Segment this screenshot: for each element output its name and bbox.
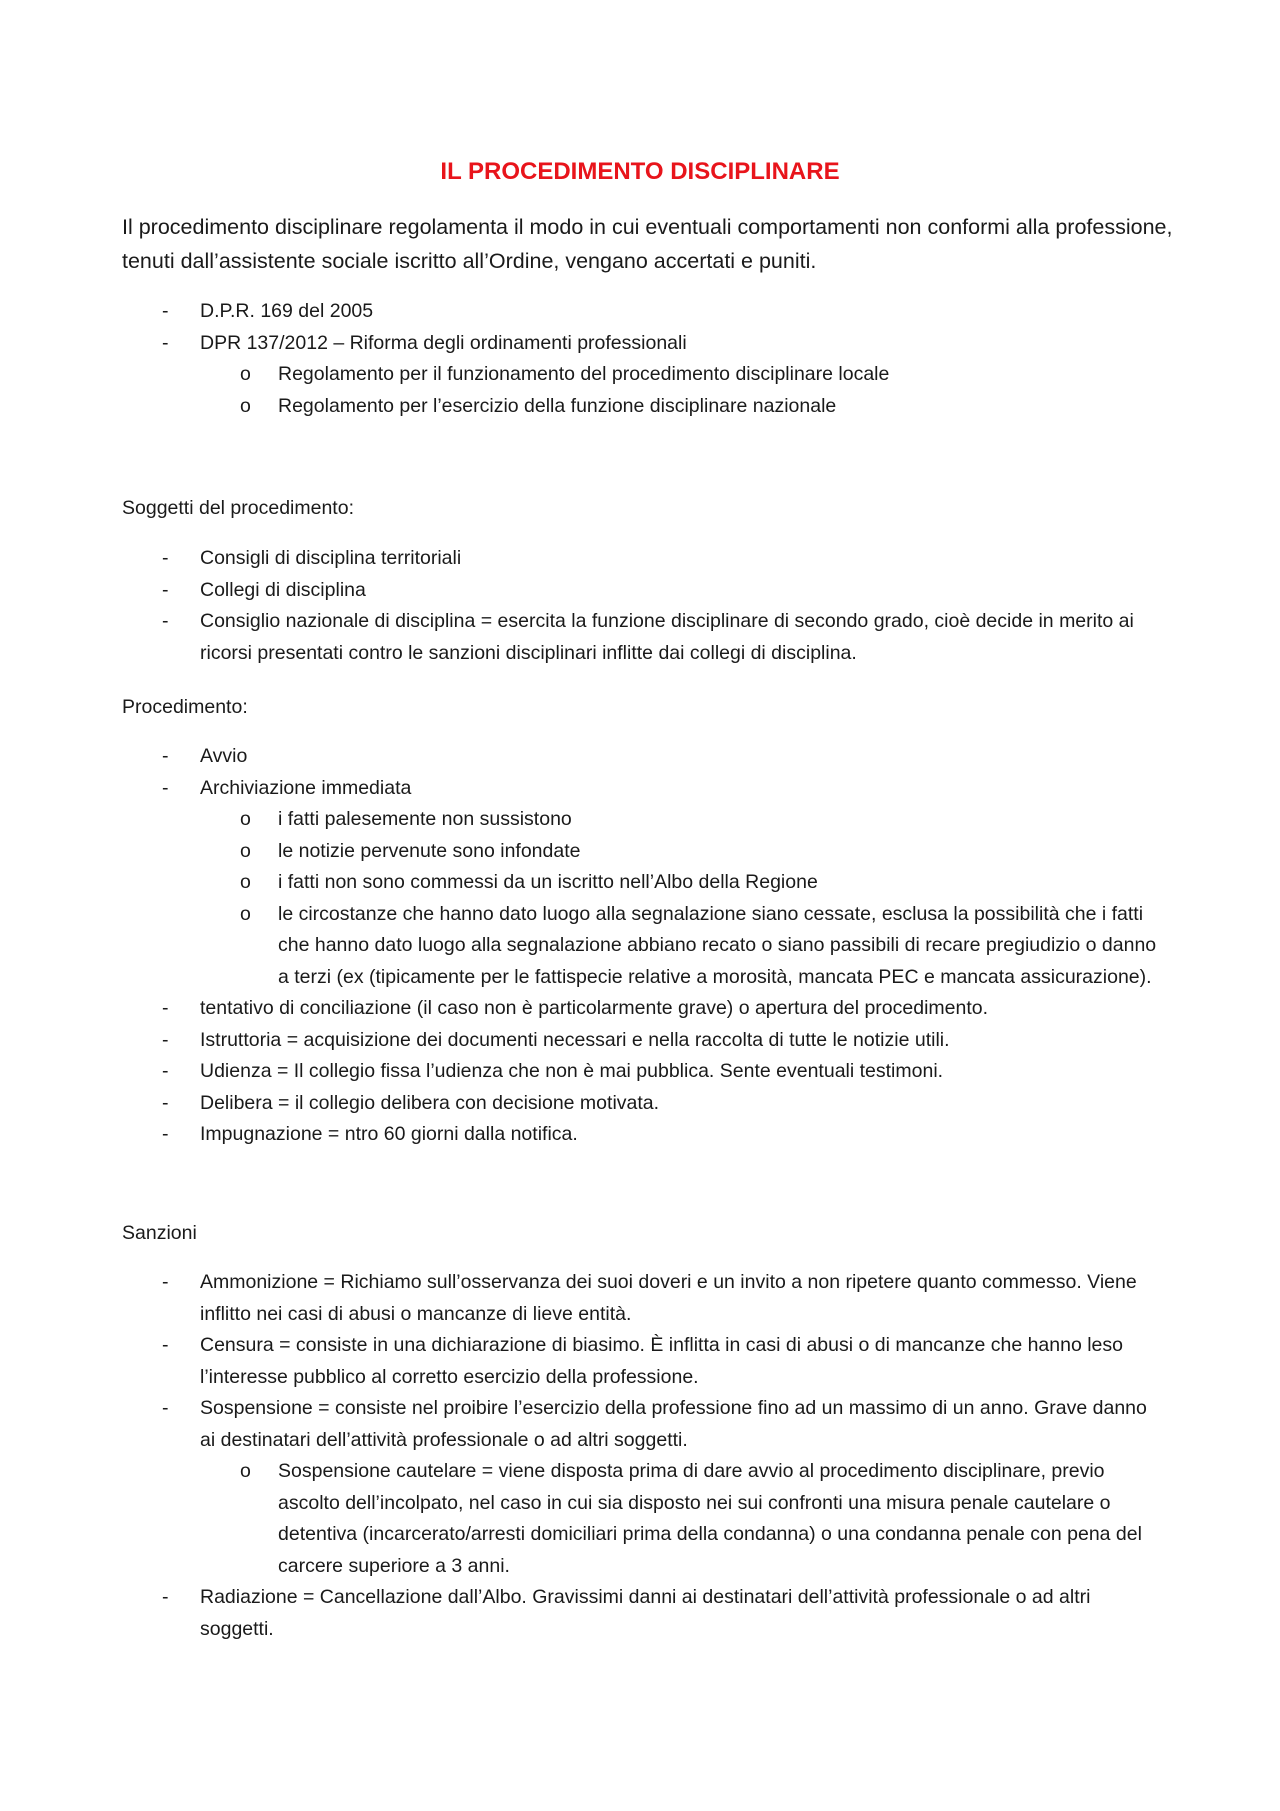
sub-list-item-text: i fatti non sono commessi da un iscritto nell’Albo della Regione xyxy=(278,871,818,893)
list-item-text: Udienza = Il collegio fissa l’udienza che non è mai pubblica. Sente eventuali testimoni. xyxy=(200,1060,944,1082)
sub-list-item xyxy=(0,836,1280,868)
circle-bullet: o xyxy=(240,394,251,417)
list-item xyxy=(0,741,1280,773)
list-item xyxy=(0,1393,1280,1456)
procedimento-list xyxy=(0,741,1280,1151)
list-item xyxy=(0,1330,1280,1393)
dash-bullet: - xyxy=(162,547,169,569)
soggetti-list xyxy=(0,543,1280,669)
list-item-text: Istruttoria = acquisizione dei documenti necessari e nella raccolta di tutte le notizie utili. xyxy=(200,1028,950,1051)
dash-bullet: - xyxy=(162,1091,169,1114)
dash-bullet: - xyxy=(162,1397,169,1419)
list-item-text: Censura = consiste in una dichiarazione di biasimo. È inflitta in casi di abusi o di mancanze che hanno leso l’interesse pubblico al corretto esercizio della professione. xyxy=(200,1334,1123,1388)
list-item xyxy=(0,1025,1280,1057)
sub-list-item-text: Regolamento per il funzionamento del procedimento disciplinare locale xyxy=(278,363,890,385)
circle-bullet: o xyxy=(240,1460,251,1482)
intro-paragraph: Il procedimento disciplinare regolamenta il modo in cui eventuali comportamenti non conformi alla professione, tenuti dall’assistente sociale iscritto all’Ordine, vengano accertati e puniti. xyxy=(122,215,1173,273)
circle-bullet: o xyxy=(240,363,251,385)
sub-list-item xyxy=(0,804,1280,836)
sub-list-item-text: Sospensione cautelare = viene disposta prima di dare avvio al procedimento disciplinare, previo ascolto dell’incolpato, nel caso in cui sia disposto nei sui confronti una misura penale cautelare o detentiva (incarcerato/arresti domiciliari prima della condanna) o una condanna penale con pena del carcere superiore a 3 anni. xyxy=(278,1460,1142,1577)
list-item xyxy=(0,1119,1280,1151)
list-item xyxy=(0,1582,1280,1645)
list-item-text: Archiviazione immediata xyxy=(200,776,412,799)
dash-bullet: - xyxy=(162,300,169,322)
dash-bullet: - xyxy=(162,997,169,1019)
list-item-text: Radiazione = Cancellazione dall’Albo. Gravissimi danni ai destinatari dell’attività professionale o ad altri soggetti. xyxy=(200,1586,1091,1640)
list-item xyxy=(0,1267,1280,1330)
dash-bullet: - xyxy=(162,1334,169,1356)
dash-bullet: - xyxy=(162,745,169,767)
list-item xyxy=(0,1088,1280,1120)
dash-bullet: - xyxy=(162,1586,169,1608)
list-item xyxy=(0,993,1280,1025)
soggetti-heading: Soggetti del procedimento: xyxy=(122,497,354,519)
dash-bullet: - xyxy=(162,1123,169,1145)
list-item xyxy=(0,773,1280,805)
sub-list-item-text: Regolamento per l’esercizio della funzione disciplinare nazionale xyxy=(278,394,837,417)
sub-list-item-text: le circostanze che hanno dato luogo alla segnalazione siano cessate, esclusa la possibilità che i fatti che hanno dato luogo alla segnalazione abbiano recato o siano passibili di recare pregiudizio o danno a terzi (ex (tipicamente per le fattispecie relative a morosità, mancata PEC e mancata assicurazione). xyxy=(278,902,1157,988)
dash-bullet: - xyxy=(162,610,169,632)
list-item-text: D.P.R. 169 del 2005 xyxy=(200,300,374,322)
list-item xyxy=(0,296,1280,328)
sub-list-item-text: le notizie pervenute sono infondate xyxy=(278,839,581,862)
sub-list-item xyxy=(0,359,1280,391)
list-item-text: tentativo di conciliazione (il caso non è particolarmente grave) o apertura del procedimento. xyxy=(200,997,989,1019)
circle-bullet: o xyxy=(240,871,251,893)
sub-list-item-text: i fatti palesemente non sussistono xyxy=(278,808,572,830)
sanzioni-list xyxy=(0,1267,1280,1645)
procedimento-heading: Procedimento: xyxy=(122,696,248,718)
dash-bullet: - xyxy=(162,1271,169,1293)
normative-list xyxy=(0,296,1280,422)
dash-bullet: - xyxy=(162,578,169,601)
dash-bullet: - xyxy=(162,776,169,799)
sub-list-item xyxy=(0,867,1280,899)
sub-list-item xyxy=(0,899,1280,994)
list-item xyxy=(0,328,1280,360)
list-item-text: Delibera = il collegio delibera con decisione motivata. xyxy=(200,1091,660,1114)
list-item xyxy=(0,1056,1280,1088)
list-item-text: Consigli di disciplina territoriali xyxy=(200,547,462,569)
list-item-text: Ammonizione = Richiamo sull’osservanza dei suoi doveri e un invito a non ripetere quanto commesso. Viene inflitto nei casi di abusi o mancanze di lieve entità. xyxy=(200,1271,1137,1325)
list-item-text: DPR 137/2012 – Riforma degli ordinamenti professionali xyxy=(200,331,687,354)
list-item xyxy=(0,606,1280,669)
circle-bullet: o xyxy=(240,808,251,830)
list-item-text: Impugnazione = ntro 60 giorni dalla notifica. xyxy=(200,1123,578,1145)
list-item-text: Collegi di disciplina xyxy=(200,578,366,601)
list-item xyxy=(0,575,1280,607)
sub-list-item xyxy=(0,391,1280,423)
list-item-text: Consiglio nazionale di disciplina = esercita la funzione disciplinare di secondo grado, cioè decide in merito ai ricorsi presentati contro le sanzioni disciplinari inflitte dai collegi di disciplina. xyxy=(200,610,1134,664)
document-title: IL PROCEDIMENTO DISCIPLINARE xyxy=(440,158,840,185)
dash-bullet: - xyxy=(162,1060,169,1082)
sanzioni-heading: Sanzioni xyxy=(122,1222,197,1244)
list-item-text: Avvio xyxy=(200,745,248,767)
list-item-text: Sospensione = consiste nel proibire l’esercizio della professione fino ad un massimo di un anno. Grave danno ai destinatari dell’attività professionale o ad altri soggetti. xyxy=(200,1397,1147,1451)
circle-bullet: o xyxy=(240,839,251,862)
circle-bullet: o xyxy=(240,902,251,925)
dash-bullet: - xyxy=(162,331,169,354)
dash-bullet: - xyxy=(162,1028,169,1051)
sub-list-item xyxy=(0,1456,1280,1582)
list-item xyxy=(0,543,1280,575)
